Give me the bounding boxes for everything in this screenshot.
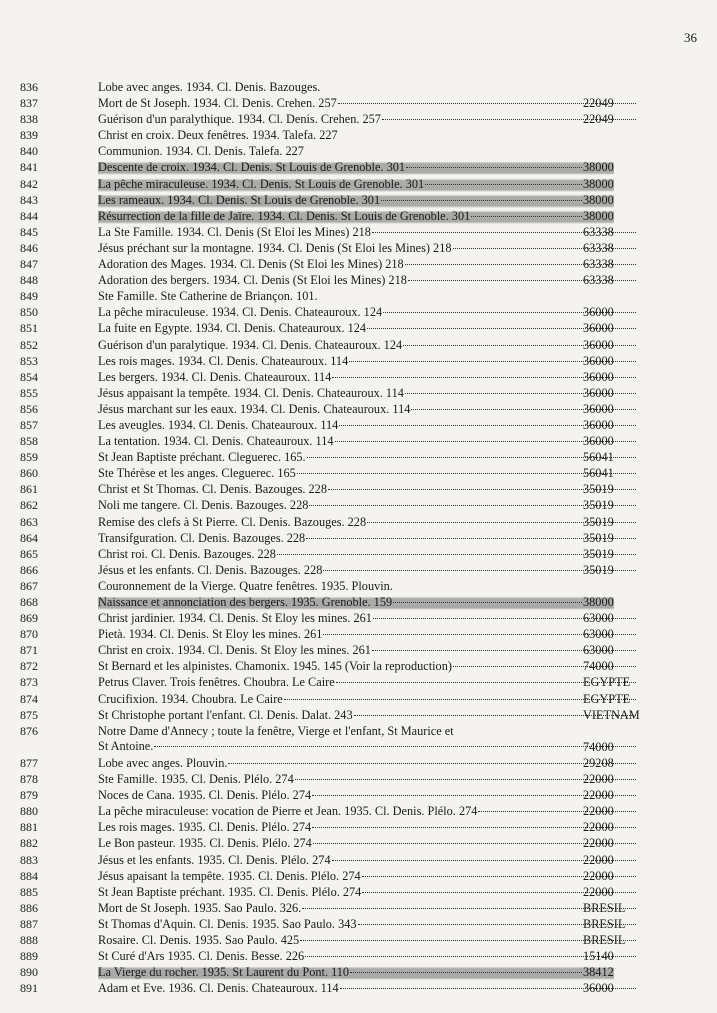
dot-leader bbox=[425, 183, 582, 185]
entry-number: 838 bbox=[20, 112, 38, 127]
entry-number: 845 bbox=[20, 224, 38, 239]
list-item bbox=[0, 128, 717, 144]
entry-code: BRESIL bbox=[583, 916, 626, 931]
entry-title: St Jean Baptiste préchant. 1935. Cl. Denis. Plélo. 274 bbox=[98, 884, 362, 899]
list-item bbox=[0, 836, 717, 852]
entry-body bbox=[98, 563, 637, 578]
list-item bbox=[0, 402, 717, 418]
entry-code: VIETNAM bbox=[583, 707, 640, 722]
entry-title: Lobe avec anges. Plouvin. bbox=[98, 755, 228, 770]
entry-body bbox=[98, 241, 637, 256]
list-item bbox=[0, 225, 717, 241]
entry-number: 870 bbox=[20, 627, 38, 642]
entry-body bbox=[98, 659, 637, 674]
entry-code: 35019 bbox=[583, 546, 614, 561]
list-item bbox=[0, 708, 717, 724]
entry-body bbox=[98, 627, 637, 642]
entry-number: 858 bbox=[20, 434, 38, 449]
list-item bbox=[0, 611, 717, 627]
list-item bbox=[0, 788, 717, 804]
entry-number: 886 bbox=[20, 900, 38, 915]
entry-title: Noces de Cana. 1935. Cl. Denis. Plélo. 274 bbox=[98, 788, 312, 803]
entry-body bbox=[98, 289, 637, 304]
entry-code: 74000 bbox=[583, 659, 614, 674]
entry-title: Mort de St Joseph. 1935. Sao Paulo. 326. bbox=[98, 900, 302, 915]
entry-body bbox=[98, 305, 637, 320]
entry-body bbox=[98, 386, 637, 401]
entry-body bbox=[98, 595, 583, 610]
entry-number: 839 bbox=[20, 128, 38, 143]
entry-number: 840 bbox=[20, 144, 38, 159]
entry-number: 879 bbox=[20, 788, 38, 803]
list-item bbox=[0, 338, 717, 354]
entry-body bbox=[98, 917, 637, 932]
list-item bbox=[0, 289, 717, 305]
list-item bbox=[0, 531, 717, 547]
entry-body bbox=[98, 434, 637, 449]
entry-number: 863 bbox=[20, 514, 38, 529]
list-item bbox=[0, 804, 717, 820]
entry-title: Naissance et annonciation des bergers. 1935. Grenoble. 159 bbox=[98, 595, 393, 609]
list-item bbox=[0, 579, 717, 595]
entry-body bbox=[98, 531, 637, 546]
list-item bbox=[0, 305, 717, 321]
entry-body bbox=[98, 370, 637, 385]
dot-leader bbox=[228, 762, 636, 764]
list-item bbox=[0, 901, 717, 917]
dot-leader bbox=[393, 601, 582, 603]
page-number: 36 bbox=[684, 30, 697, 45]
entry-body bbox=[98, 692, 637, 707]
entry-title: Jésus appaisant la tempête. 1934. Cl. Denis. Chateauroux. 114 bbox=[98, 385, 404, 400]
entry-number: 890 bbox=[20, 965, 38, 980]
entry-number: 872 bbox=[20, 659, 38, 674]
entry-body bbox=[98, 498, 637, 513]
entry-code: 56041 bbox=[583, 450, 614, 465]
entry-number: 860 bbox=[20, 466, 38, 481]
dot-leader bbox=[350, 971, 582, 973]
entry-code: 22049 bbox=[583, 112, 614, 127]
entry-code: 63338 bbox=[583, 257, 614, 272]
entry-title: Petrus Claver. Trois fenêtres. Choubra. Le Caire bbox=[98, 675, 335, 690]
entry-title: Les rois mages. 1935. Cl. Denis. Plélo. 274 bbox=[98, 820, 312, 835]
list-item bbox=[0, 563, 717, 579]
entry-title: La pêche miraculeuse: vocation de Pierre et Jean. 1935. Cl. Denis. Plélo. 274 bbox=[98, 804, 478, 819]
entry-title: La Ste Famille. 1934. Cl. Denis (St Eloi les Mines) 218 bbox=[98, 224, 371, 239]
dot-leader bbox=[406, 166, 582, 168]
entry-code: 36000 bbox=[583, 305, 614, 320]
entry-number: 837 bbox=[20, 96, 38, 111]
entry-title: Les bergers. 1934. Cl. Denis. Chateauroux. 114 bbox=[98, 369, 332, 384]
entry-body bbox=[98, 402, 637, 417]
entry-title: La Vierge du rocher. 1935. St Laurent du Pont. 110 bbox=[98, 965, 350, 980]
list-item bbox=[0, 177, 717, 193]
list-item bbox=[0, 627, 717, 643]
entry-body bbox=[98, 579, 637, 594]
entry-number: 881 bbox=[20, 820, 38, 835]
list-item bbox=[0, 96, 717, 112]
entry-number: 885 bbox=[20, 884, 38, 899]
list-item bbox=[0, 241, 717, 257]
entry-code: 35019 bbox=[583, 514, 614, 529]
list-item bbox=[0, 724, 717, 756]
entry-number: 884 bbox=[20, 868, 38, 883]
entry-body bbox=[98, 836, 637, 851]
entry-number: 836 bbox=[20, 80, 38, 94]
entry-number: 891 bbox=[20, 981, 38, 996]
entry-code: 29208 bbox=[583, 755, 614, 770]
entry-body bbox=[98, 144, 637, 159]
entry-body bbox=[98, 225, 637, 240]
entry-number: 853 bbox=[20, 353, 38, 368]
entry-code: 22049 bbox=[583, 96, 614, 111]
entry-code: 36000 bbox=[583, 321, 614, 336]
entry-code: 63338 bbox=[583, 240, 614, 255]
entry-title: Ste Famille. 1935. Cl. Denis. Plélo. 274 bbox=[98, 772, 294, 787]
entry-title: La fuite en Egypte. 1934. Cl. Denis. Chateauroux. 124 bbox=[98, 321, 367, 336]
entry-title: Jésus marchant sur les eaux. 1934. Cl. Denis. Chateauroux. 114 bbox=[98, 401, 411, 416]
entry-body bbox=[98, 482, 637, 497]
entry-code: 38000 bbox=[583, 208, 614, 223]
entry-code: 22000 bbox=[583, 852, 614, 867]
entry-code: 38000 bbox=[583, 176, 614, 191]
list-item bbox=[0, 434, 717, 450]
entry-title: Lobe avec anges. 1934. Cl. Denis. Bazouges. bbox=[98, 80, 321, 94]
entry-number: 846 bbox=[20, 240, 38, 255]
entry-title: Communion. 1934. Cl. Denis. Talefa. 227 bbox=[98, 144, 304, 159]
entry-body bbox=[98, 160, 583, 175]
entry-title: St Thomas d'Aquin. Cl. Denis. 1935. Sao Paulo. 343 bbox=[98, 916, 357, 931]
entry-body bbox=[98, 354, 637, 369]
list-item bbox=[0, 547, 717, 563]
entry-code: 38000 bbox=[583, 160, 614, 175]
entry-title: La tentation. 1934. Cl. Denis. Chateauroux. 114 bbox=[98, 434, 334, 449]
list-item bbox=[0, 482, 717, 498]
entry-body bbox=[98, 450, 637, 465]
entry-number: 864 bbox=[20, 530, 38, 545]
list-item bbox=[0, 144, 717, 160]
list-item bbox=[0, 257, 717, 273]
entry-title: Jésus et les enfants. 1935. Cl. Denis. Plélo. 274 bbox=[98, 852, 331, 867]
list-item bbox=[0, 418, 717, 434]
entry-title: Remise des clefs à St Pierre. Cl. Denis. Bazouges. 228 bbox=[98, 514, 367, 529]
dot-leader bbox=[154, 745, 636, 747]
entry-code: 35019 bbox=[583, 498, 614, 513]
entry-body bbox=[98, 209, 583, 224]
entry-number: 889 bbox=[20, 949, 38, 964]
entry-number: 869 bbox=[20, 611, 38, 626]
entry-code: 35019 bbox=[583, 482, 614, 497]
list-item bbox=[0, 949, 717, 965]
entry-title: Christ jardinier. 1934. Cl. Denis. St Eloy les mines. 261 bbox=[98, 611, 372, 626]
entry-number: 871 bbox=[20, 643, 38, 658]
entry-body bbox=[98, 869, 637, 884]
entry-code: 36000 bbox=[583, 353, 614, 368]
entry-code: 36000 bbox=[583, 434, 614, 449]
entry-code: 38000 bbox=[583, 595, 614, 609]
entry-body bbox=[98, 885, 637, 900]
entry-code: 35019 bbox=[583, 530, 614, 545]
entry-code: 36000 bbox=[583, 417, 614, 432]
entry-body bbox=[98, 547, 637, 562]
list-item bbox=[0, 595, 717, 611]
entry-code: 36000 bbox=[583, 401, 614, 416]
entry-code: 63338 bbox=[583, 273, 614, 288]
entry-body bbox=[98, 338, 637, 353]
list-item bbox=[0, 756, 717, 772]
dot-leader bbox=[381, 199, 582, 201]
entry-number: 850 bbox=[20, 305, 38, 320]
entry-body bbox=[98, 643, 637, 658]
entry-body bbox=[98, 901, 637, 916]
entry-body bbox=[98, 321, 637, 336]
entry-number: 861 bbox=[20, 482, 38, 497]
entry-body bbox=[98, 853, 637, 868]
list-item bbox=[0, 193, 717, 209]
entry-title: Couronnement de la Vierge. Quatre fenêtres. 1935. Plouvin. bbox=[98, 578, 393, 593]
entry-body bbox=[98, 466, 637, 481]
entry-body bbox=[98, 949, 637, 964]
list-item bbox=[0, 869, 717, 885]
list-item bbox=[0, 659, 717, 675]
entry-code: 22000 bbox=[583, 788, 614, 803]
entry-number: 878 bbox=[20, 772, 38, 787]
entry-number: 862 bbox=[20, 498, 38, 513]
entry-title: Christ en croix. 1934. Cl. Denis. St Eloy les mines. 261 bbox=[98, 643, 371, 658]
entry-list bbox=[0, 80, 717, 997]
entry-number: 882 bbox=[20, 836, 38, 851]
entry-number: 849 bbox=[20, 289, 38, 304]
entry-title: Crucifixion. 1934. Choubra. Le Caire bbox=[98, 691, 283, 706]
entry-body bbox=[98, 820, 637, 835]
list-item bbox=[0, 772, 717, 788]
entry-title: St Christophe portant l'enfant. Cl. Denis. Dalat. 243 bbox=[98, 707, 353, 722]
list-item bbox=[0, 466, 717, 482]
entry-code: 36000 bbox=[583, 385, 614, 400]
entry-number: 856 bbox=[20, 401, 38, 416]
entry-code: 38412 bbox=[583, 965, 614, 980]
entry-title: Descente de croix. 1934. Cl. Denis. St Louis de Grenoble. 301 bbox=[98, 160, 406, 175]
entry-code: 36000 bbox=[583, 369, 614, 384]
entry-code: 22000 bbox=[583, 884, 614, 899]
entry-number: 857 bbox=[20, 417, 38, 432]
entry-title: Jésus préchant sur la montagne. 1934. Cl. Denis (St Eloi les Mines) 218 bbox=[98, 240, 452, 255]
entry-body bbox=[98, 965, 583, 980]
list-item bbox=[0, 112, 717, 128]
entry-number: 844 bbox=[20, 208, 38, 223]
entry-body bbox=[98, 772, 637, 787]
entry-number: 867 bbox=[20, 578, 38, 593]
list-item bbox=[0, 370, 717, 386]
entry-code: 38000 bbox=[583, 192, 614, 207]
entry-body bbox=[98, 933, 637, 948]
list-item bbox=[0, 692, 717, 708]
entry-body bbox=[98, 418, 637, 433]
entry-title: Guérison d'un paralythique. 1934. Cl. Denis. Crehen. 257 bbox=[98, 112, 381, 127]
entry-title: Guérison d'un paralytique. 1934. Cl. Denis. Chateauroux. 124 bbox=[98, 337, 403, 352]
entry-body bbox=[98, 675, 637, 690]
entry-number: 848 bbox=[20, 273, 38, 288]
entry-number: 883 bbox=[20, 852, 38, 867]
entry-code: 63000 bbox=[583, 627, 614, 642]
entry-title: Le Bon pasteur. 1935. Cl. Denis. Plélo. 274 bbox=[98, 836, 312, 851]
entry-number: 876 bbox=[20, 723, 38, 738]
entry-title: Résurrection de la fille de Jaïre. 1934. Cl. Denis. St Louis de Grenoble. 301 bbox=[98, 208, 471, 223]
entry-number: 841 bbox=[20, 160, 38, 175]
entry-code: 15140 bbox=[583, 949, 614, 964]
entry-number: 880 bbox=[20, 804, 38, 819]
entry-number: 852 bbox=[20, 337, 38, 352]
list-item bbox=[0, 354, 717, 370]
list-item bbox=[0, 160, 717, 176]
entry-title: Pietà. 1934. Cl. Denis. St Eloy les mines. 261 bbox=[98, 627, 323, 642]
entry-body bbox=[98, 177, 583, 192]
entry-body bbox=[98, 80, 637, 95]
entry-code: 22000 bbox=[583, 804, 614, 819]
entry-body bbox=[98, 724, 637, 754]
entry-number: 877 bbox=[20, 755, 38, 770]
entry-body bbox=[98, 96, 637, 111]
entry-body bbox=[98, 756, 637, 771]
entry-number: 847 bbox=[20, 257, 38, 272]
list-item bbox=[0, 643, 717, 659]
entry-body bbox=[98, 788, 637, 803]
entry-title: Rosaire. Cl. Denis. 1935. Sao Paulo. 425 bbox=[98, 932, 300, 947]
entry-number: 868 bbox=[20, 595, 38, 609]
entry-number: 859 bbox=[20, 450, 38, 465]
entry-title-continued: St Antoine. bbox=[98, 738, 154, 753]
entry-body bbox=[98, 515, 637, 530]
list-item bbox=[0, 209, 717, 225]
entry-title: Noli me tangere. Cl. Denis. Bazouges. 228 bbox=[98, 498, 309, 513]
entry-code: 36000 bbox=[583, 981, 614, 996]
entry-code: BRESIL bbox=[583, 900, 626, 915]
entry-title: Notre Dame d'Annecy ; toute la fenêtre, Vierge et l'enfant, St Maurice et bbox=[98, 723, 454, 738]
entry-number: 854 bbox=[20, 369, 38, 384]
entry-number: 873 bbox=[20, 675, 38, 690]
list-item bbox=[0, 321, 717, 337]
entry-title: Christ roi. Cl. Denis. Bazouges. 228 bbox=[98, 546, 276, 561]
entry-title: Ste Thérèse et les anges. Cleguerec. 165 bbox=[98, 466, 296, 481]
list-item bbox=[0, 885, 717, 901]
list-item bbox=[0, 80, 717, 96]
dot-leader bbox=[471, 215, 582, 217]
entry-body bbox=[98, 112, 637, 127]
entry-title: La pêche miraculeuse. 1934. Cl. Denis. Chateauroux. 124 bbox=[98, 305, 383, 320]
entry-body bbox=[98, 708, 637, 723]
entry-code: 22000 bbox=[583, 772, 614, 787]
entry-code: 35019 bbox=[583, 562, 614, 577]
list-item bbox=[0, 981, 717, 997]
entry-title: Adoration des Mages. 1934. Cl. Denis (St Eloi les Mines) 218 bbox=[98, 257, 404, 272]
entry-code: 63000 bbox=[583, 611, 614, 626]
entry-number: 843 bbox=[20, 192, 38, 207]
entry-code: 36000 bbox=[583, 337, 614, 352]
entry-title: Transifguration. Cl. Denis. Bazouges. 228 bbox=[98, 530, 306, 545]
entry-code: 63338 bbox=[583, 224, 614, 239]
entry-title: Christ et St Thomas. Cl. Denis. Bazouges. 228 bbox=[98, 482, 327, 497]
entry-number: 842 bbox=[20, 176, 38, 191]
entry-title: Adam et Eve. 1936. Cl. Denis. Chateauroux. 114 bbox=[98, 981, 339, 996]
entry-code: 63000 bbox=[583, 643, 614, 658]
entry-code: 22000 bbox=[583, 820, 614, 835]
entry-number: 888 bbox=[20, 932, 38, 947]
list-item bbox=[0, 933, 717, 949]
entry-body bbox=[98, 611, 637, 626]
list-item bbox=[0, 386, 717, 402]
entry-title: Jésus et les enfants. Cl. Denis. Bazouges. 228 bbox=[98, 562, 323, 577]
list-item bbox=[0, 965, 717, 981]
entry-code: EGYPTE bbox=[583, 691, 631, 706]
entry-number: 865 bbox=[20, 546, 38, 561]
entry-code: 22000 bbox=[583, 868, 614, 883]
entry-title: Ste Famille. Ste Catherine de Briançon. 101. bbox=[98, 289, 318, 304]
entry-body bbox=[98, 128, 637, 143]
entry-title: Les rois mages. 1934. Cl. Denis. Chateauroux. 114 bbox=[98, 353, 349, 368]
entry-title: St Curé d'Ars 1935. Cl. Denis. Besse. 226 bbox=[98, 949, 305, 964]
entry-title: Christ en croix. Deux fenêtres. 1934. Talefa. 227 bbox=[98, 128, 338, 143]
list-item bbox=[0, 498, 717, 514]
entry-number: 851 bbox=[20, 321, 38, 336]
entry-title: Adoration des bergers. 1934. Cl. Denis (St Eloi les Mines) 218 bbox=[98, 273, 407, 288]
list-item bbox=[0, 675, 717, 691]
entry-body bbox=[98, 981, 637, 996]
entry-number: 875 bbox=[20, 707, 38, 722]
entry-code: EGYPTE bbox=[583, 675, 631, 690]
entry-title: St Jean Baptiste préchant. Cleguerec. 165. bbox=[98, 450, 306, 465]
entry-title: Les aveugles. 1934. Cl. Denis. Chateauroux. 114 bbox=[98, 417, 339, 432]
list-item bbox=[0, 820, 717, 836]
entry-title: Les rameaux. 1934. Cl. Denis. St Louis de Grenoble. 301 bbox=[98, 192, 381, 207]
entry-body bbox=[98, 804, 637, 819]
entry-code: 22000 bbox=[583, 836, 614, 851]
entry-code: BRESIL bbox=[583, 932, 626, 947]
entry-code: 56041 bbox=[583, 466, 614, 481]
entry-number: 855 bbox=[20, 385, 38, 400]
entry-title: Jésus apaisant la tempête. 1935. Cl. Denis. Plélo. 274 bbox=[98, 868, 361, 883]
entry-body bbox=[98, 193, 583, 208]
entry-code: 74000 bbox=[583, 739, 614, 754]
entry-number: 887 bbox=[20, 916, 38, 931]
list-item bbox=[0, 450, 717, 466]
entry-number: 866 bbox=[20, 562, 38, 577]
list-item bbox=[0, 515, 717, 531]
entry-title: La pêche miraculeuse. 1934. Cl. Denis. St Louis de Grenoble. 301 bbox=[98, 176, 425, 191]
list-item bbox=[0, 917, 717, 933]
list-item bbox=[0, 853, 717, 869]
entry-title: Mort de St Joseph. 1934. Cl. Denis. Crehen. 257 bbox=[98, 96, 337, 111]
entry-title: St Bernard et les alpinistes. Chamonix. 1945. 145 (Voir la reproduction) bbox=[98, 659, 452, 674]
entry-number: 874 bbox=[20, 691, 38, 706]
list-item bbox=[0, 273, 717, 289]
entry-body bbox=[98, 273, 637, 288]
entry-body bbox=[98, 257, 637, 272]
